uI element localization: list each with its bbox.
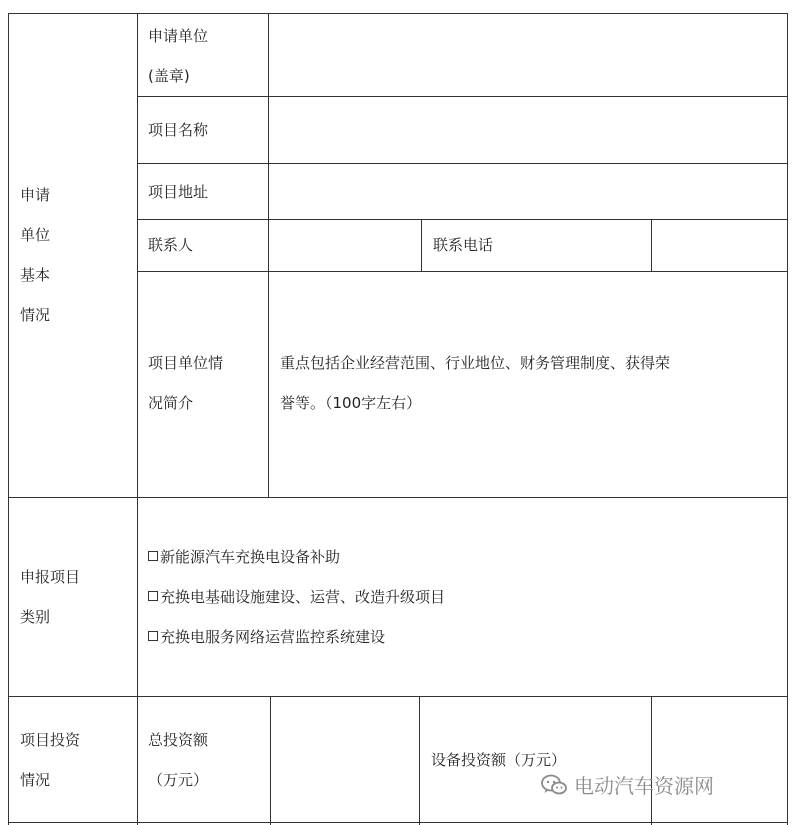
section-project-category-label (20, 557, 80, 637)
label-line: 况简介 (148, 394, 194, 412)
contact-person-label: 联系人 (148, 236, 194, 254)
project-name-label: 项目名称 (148, 121, 209, 139)
label-line: 项目投资 (20, 731, 81, 749)
row-divider (8, 822, 788, 823)
equipment-investment-label: 设备投资额（万元） (431, 751, 567, 769)
label-line: (盖章) (148, 67, 190, 85)
equipment-investment-field[interactable] (652, 697, 787, 822)
row-divider (137, 271, 788, 272)
watermark-text: 电动汽车资源网 (574, 774, 714, 798)
project-address-field[interactable] (269, 164, 787, 219)
label-line: 项目单位情 (148, 354, 224, 372)
col-divider (137, 13, 138, 825)
project-category-options (148, 537, 778, 657)
row-divider (8, 497, 788, 498)
total-investment-field[interactable] (271, 697, 419, 822)
col-divider (421, 219, 422, 271)
project-intro-label (148, 343, 223, 423)
section-investment-label (20, 720, 80, 800)
label-line: 类别 (20, 608, 51, 626)
checkbox-icon[interactable] (148, 551, 158, 561)
label-line: 申报项目 (20, 568, 81, 586)
checkbox-icon[interactable] (148, 631, 158, 641)
option-label: 充换电基础设施建设、运营、改造升级项目 (160, 588, 446, 606)
option-label: 充换电服务网络运营监控系统建设 (160, 628, 386, 646)
category-option[interactable] (148, 617, 778, 657)
label-line: 总投资额 (148, 731, 209, 749)
project-address-label: 项目地址 (148, 183, 209, 201)
intro-hint-line: 誉等。（100字左右） (280, 394, 422, 412)
wechat-icon (540, 773, 568, 802)
label-line: 申请单位 (148, 27, 209, 45)
label-line: 单位 (20, 226, 51, 244)
checkbox-icon[interactable] (148, 591, 158, 601)
contact-phone-label: 联系电话 (433, 236, 494, 254)
label-line: 情况 (20, 306, 51, 324)
watermark (540, 770, 714, 802)
col-divider (419, 696, 420, 825)
contact-phone-field[interactable] (652, 220, 787, 271)
category-option[interactable] (148, 537, 778, 577)
table-border-right (787, 13, 788, 825)
total-investment-label (148, 720, 208, 800)
category-option[interactable] (148, 577, 778, 617)
section-basic-info-label (20, 175, 50, 335)
intro-hint-line: 重点包括企业经营范围、行业地位、财务管理制度、获得荣 (280, 354, 671, 372)
table-border-left (8, 13, 9, 825)
option-label: 新能源汽车充换电设备补助 (160, 548, 341, 566)
label-line: 情况 (20, 771, 51, 789)
label-line: （万元） (148, 771, 209, 789)
contact-person-field[interactable] (269, 220, 421, 271)
label-line: 申请 (20, 186, 51, 204)
project-intro-field[interactable] (280, 343, 785, 423)
project-name-field[interactable] (269, 97, 787, 163)
applicant-unit-label (148, 16, 208, 96)
applicant-unit-field[interactable] (269, 14, 787, 96)
label-line: 基本 (20, 266, 51, 284)
